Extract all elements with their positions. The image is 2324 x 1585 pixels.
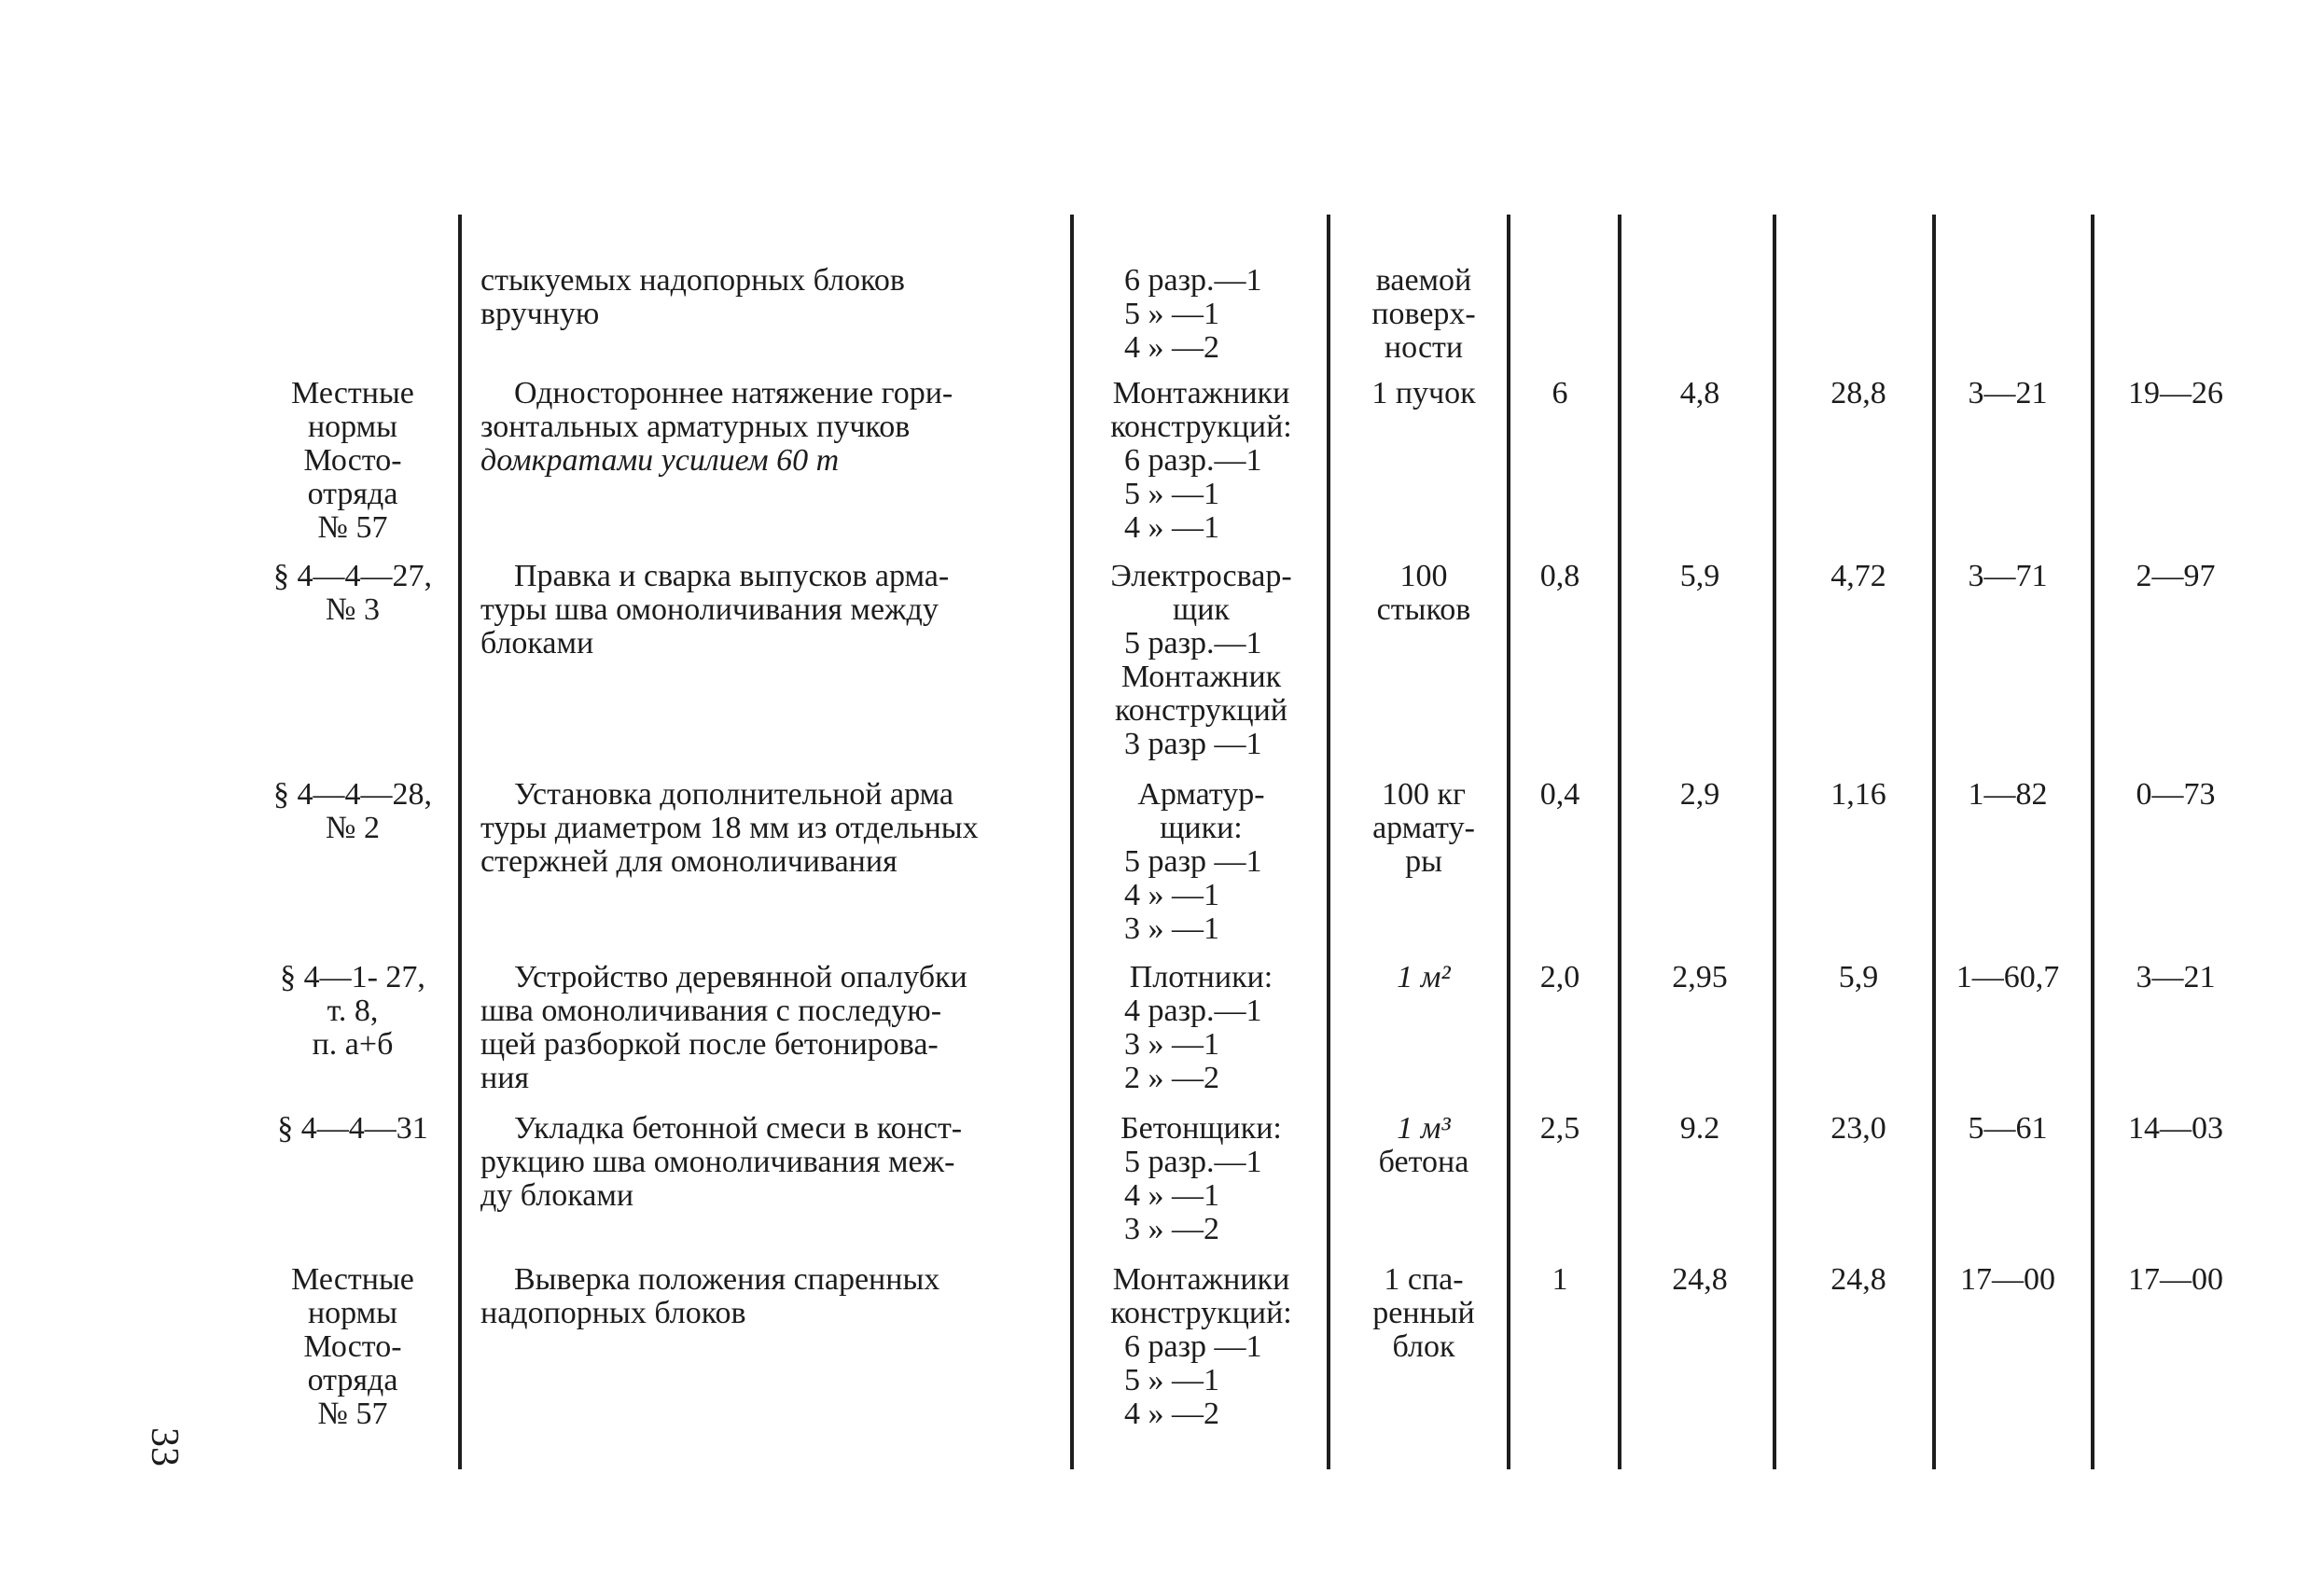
source-line: нормы xyxy=(307,410,398,444)
work-line: Установка дополнительной арма xyxy=(514,777,953,812)
crew-title: конструкций: xyxy=(1110,1296,1292,1330)
labor-cost: 28,8 xyxy=(1830,376,1886,410)
rate: 4,8 xyxy=(1679,376,1720,410)
crew-composition xyxy=(1087,377,1315,545)
unit-line: 1 спа- xyxy=(1384,1262,1464,1297)
source-line: Местные xyxy=(291,1262,414,1297)
rate: 24,8 xyxy=(1672,1262,1728,1297)
total-price: 3—21 xyxy=(2136,960,2216,994)
source-line: § 4—1- 27, xyxy=(280,960,425,994)
crew-grade: 4 » —2 xyxy=(1124,1397,1219,1431)
norm-source xyxy=(250,1263,455,1431)
crew-grade: 5 разр —1 xyxy=(1124,844,1262,879)
crew-grade: 3 » —1 xyxy=(1124,1027,1219,1062)
crew-title: Монтажники xyxy=(1112,376,1290,410)
work-line: Устройство деревянной опалубки xyxy=(514,960,967,994)
work-line: зонтальных арматурных пучков xyxy=(480,410,911,444)
unit-price: 5—61 xyxy=(1968,1111,2048,1146)
unit-line: стыков xyxy=(1376,592,1471,627)
unit-line: армату- xyxy=(1372,811,1475,845)
unit-line: 100 кг xyxy=(1382,777,1466,812)
source-line: отряда xyxy=(307,477,398,511)
norm-source xyxy=(250,1112,455,1146)
work-description xyxy=(480,1112,1054,1213)
work-description xyxy=(480,377,1054,478)
crew-grade: 4 » —1 xyxy=(1124,510,1219,545)
crew-grade: 3 » —1 xyxy=(1124,911,1219,946)
source-line: § 4—4—31 xyxy=(277,1111,428,1146)
source-line: Местные xyxy=(291,376,414,410)
unit-line: 1 м³ xyxy=(1397,1111,1451,1146)
work-line: вручную xyxy=(480,297,600,331)
crew-composition xyxy=(1087,961,1315,1095)
rate: 2,95 xyxy=(1672,960,1728,994)
norm-time: 6 xyxy=(1552,376,1568,410)
labor-cost: 1,16 xyxy=(1830,777,1886,812)
work-line: шва омоноличивания с последую- xyxy=(480,994,942,1028)
source-line: № 57 xyxy=(317,1397,388,1431)
work-line: Выверка положения спаренных xyxy=(514,1262,940,1297)
source-line: т. 8, xyxy=(327,994,379,1028)
table-rule-3 xyxy=(1327,215,1330,1469)
unit-price: 3—21 xyxy=(1968,376,2048,410)
work-description xyxy=(480,778,1054,879)
norm-source xyxy=(250,377,455,545)
crew-title: Электросвар- xyxy=(1110,559,1292,593)
crew-grade: 5 » —1 xyxy=(1124,477,1219,511)
norm-time: 2,5 xyxy=(1539,1111,1580,1146)
table-rule-1 xyxy=(458,215,462,1469)
work-line: стыкуемых надопорных блоков xyxy=(480,263,905,298)
page-number: 33 xyxy=(143,1427,186,1467)
norm-time: 0,8 xyxy=(1539,559,1580,593)
work-line: ния xyxy=(480,1061,530,1095)
source-line: Мосто- xyxy=(303,443,402,478)
unit-line: бетона xyxy=(1378,1145,1469,1179)
unit-price: 17—00 xyxy=(1960,1262,2055,1297)
unit-line: ры xyxy=(1405,844,1442,879)
norm-source xyxy=(250,778,455,845)
crew-title: конструкций xyxy=(1114,693,1287,728)
work-line: блоками xyxy=(480,626,594,660)
crew-title: Бетонщики: xyxy=(1120,1111,1282,1146)
crew-grade: 5 » —1 xyxy=(1124,1363,1219,1397)
crew-title: Плотники: xyxy=(1129,960,1273,994)
source-line: отряда xyxy=(307,1363,398,1397)
crew-title: конструкций: xyxy=(1110,410,1292,444)
rate: 2,9 xyxy=(1679,777,1720,812)
work-line: стержней для омоноличивания xyxy=(480,844,898,879)
total-price: 17—00 xyxy=(2128,1262,2223,1297)
crew-composition xyxy=(1087,264,1315,365)
crew-composition xyxy=(1087,778,1315,946)
norm-time: 0,4 xyxy=(1539,777,1580,812)
unit-line: блок xyxy=(1392,1329,1455,1364)
unit-line: ваемой xyxy=(1375,263,1472,298)
unit-price: 3—71 xyxy=(1968,559,2048,593)
crew-grade: 4 » —2 xyxy=(1124,330,1219,365)
labor-cost: 5,9 xyxy=(1838,960,1879,994)
unit-line: поверх- xyxy=(1371,297,1476,331)
crew-title: Монтажник xyxy=(1120,660,1282,694)
total-price: 0—73 xyxy=(2136,777,2216,812)
crew-title: щики: xyxy=(1160,811,1243,845)
crew-grade: 6 разр —1 xyxy=(1124,1329,1262,1364)
crew-title: Арматур- xyxy=(1137,777,1265,812)
unit-line: ренный xyxy=(1372,1296,1475,1330)
table-rule-2 xyxy=(1070,215,1074,1469)
crew-grade: 5 разр.—1 xyxy=(1124,626,1262,660)
crew-grade: 4 » —1 xyxy=(1124,878,1219,912)
crew-grade: 3 разр —1 xyxy=(1124,727,1262,761)
work-description xyxy=(480,1263,1054,1330)
table-rule-8 xyxy=(2091,215,2094,1469)
source-line: п. а+б xyxy=(312,1027,394,1062)
unit-price: 1—82 xyxy=(1968,777,2048,812)
labor-cost: 4,72 xyxy=(1830,559,1886,593)
rate: 5,9 xyxy=(1679,559,1720,593)
unit-of-measure xyxy=(1336,264,1511,365)
source-line: № 3 xyxy=(326,592,380,627)
work-line: туры шва омоноличивания между xyxy=(480,592,939,627)
crew-grade: 5 » —1 xyxy=(1124,297,1219,331)
source-line: § 4—4—27, xyxy=(273,559,432,593)
source-line: нормы xyxy=(307,1296,398,1330)
norm-time: 1 xyxy=(1552,1262,1568,1297)
work-line: Одностороннее натяжение гори- xyxy=(514,376,953,410)
unit-line: 1 м² xyxy=(1397,960,1451,994)
work-description xyxy=(480,264,1054,331)
work-description xyxy=(480,560,1054,660)
work-line: ду блоками xyxy=(480,1178,634,1213)
work-line: туры диаметром 18 мм из отдельных xyxy=(480,811,979,845)
total-price: 19—26 xyxy=(2128,376,2223,410)
work-line: Укладка бетонной смеси в конст- xyxy=(514,1111,963,1146)
norm-time: 2,0 xyxy=(1539,960,1580,994)
crew-composition xyxy=(1087,1263,1315,1431)
source-line: № 2 xyxy=(326,811,380,845)
crew-title: щик xyxy=(1173,592,1230,627)
crew-grade: 5 разр.—1 xyxy=(1124,1145,1262,1179)
rate: 9.2 xyxy=(1679,1111,1720,1146)
crew-grade: 6 разр.—1 xyxy=(1124,443,1262,478)
total-price: 14—03 xyxy=(2128,1111,2223,1146)
crew-composition xyxy=(1087,560,1315,761)
norm-source xyxy=(250,961,455,1062)
norm-source xyxy=(250,560,455,627)
source-line: № 57 xyxy=(317,510,388,545)
crew-composition xyxy=(1087,1112,1315,1246)
work-line: надопорных блоков xyxy=(480,1296,746,1330)
source-line: § 4—4—28, xyxy=(273,777,432,812)
source-line: Мосто- xyxy=(303,1329,402,1364)
work-description xyxy=(480,961,1054,1095)
crew-grade: 3 » —2 xyxy=(1124,1212,1219,1246)
work-line: домкратами усилием 60 т xyxy=(480,443,840,478)
unit-price: 1—60,7 xyxy=(1955,960,2060,994)
total-price: 2—97 xyxy=(2136,559,2216,593)
unit-line: ности xyxy=(1384,330,1464,365)
crew-grade: 4 » —1 xyxy=(1124,1178,1219,1213)
labor-cost: 24,8 xyxy=(1830,1262,1886,1297)
work-line: щей разборкой после бетонирова- xyxy=(480,1027,939,1062)
work-line: рукцию шва омоноличивания меж- xyxy=(480,1145,955,1179)
crew-title: Монтажники xyxy=(1112,1262,1290,1297)
unit-line: 100 xyxy=(1399,559,1448,593)
crew-grade: 4 разр.—1 xyxy=(1124,994,1262,1028)
crew-grade: 2 » —2 xyxy=(1124,1061,1219,1095)
labor-cost: 23,0 xyxy=(1830,1111,1886,1146)
crew-grade: 6 разр.—1 xyxy=(1124,263,1262,298)
work-line: Правка и сварка выпусков арма- xyxy=(514,559,950,593)
unit-line: 1 пучок xyxy=(1371,376,1476,410)
